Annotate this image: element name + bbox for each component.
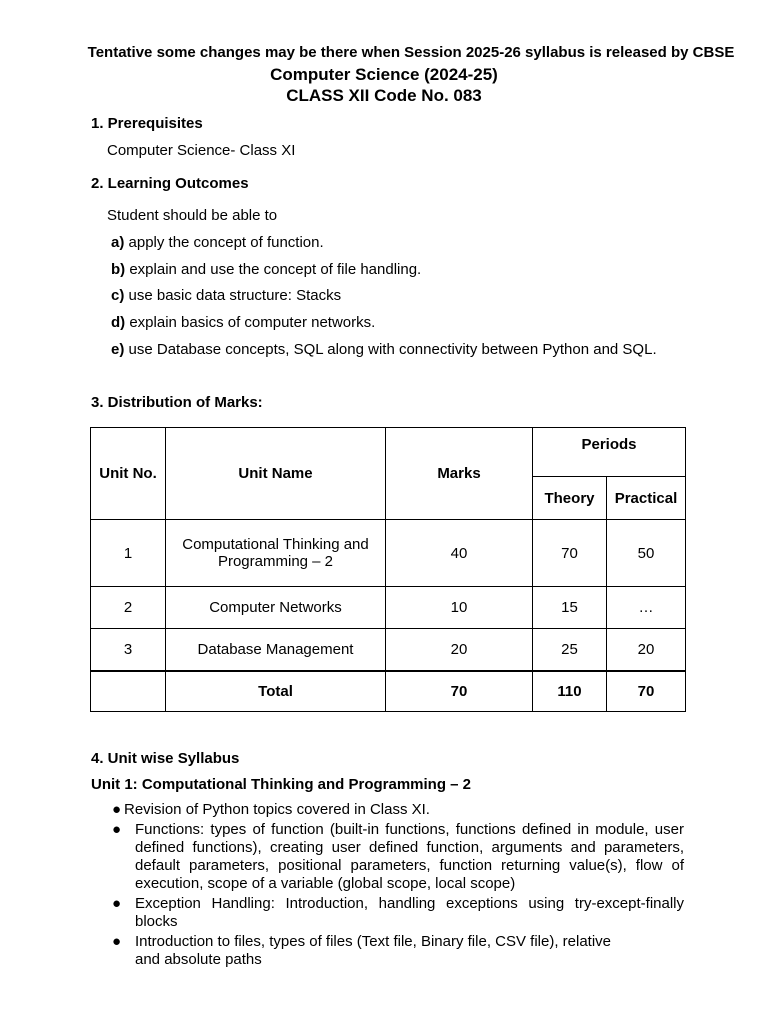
col-marks: Marks: [386, 428, 533, 520]
outcome-item: d) explain basics of computer networks.: [111, 314, 376, 331]
total-theory: 110: [533, 671, 607, 712]
table-row: [91, 520, 686, 587]
cell-unit-name: Computational Thinking and Programming – 2: [166, 520, 386, 587]
outcome-item: a) apply the concept of function.: [111, 234, 324, 251]
list-item: ● Introduction to files, types of files (Text file, Binary file, CSV file), relative and absolute paths: [112, 933, 612, 968]
total-label: Total: [166, 671, 386, 712]
cell-practical: 50: [607, 520, 686, 587]
bullet-icon: ●: [112, 933, 122, 950]
bullet-icon: ●: [112, 895, 122, 912]
cell-unit-no: 1: [91, 520, 166, 587]
bullet-icon: ●: [112, 821, 122, 838]
total-row: [91, 671, 686, 712]
list-item: ● Revision of Python topics covered in Class XI.: [112, 801, 430, 818]
cell-marks: 40: [386, 520, 533, 587]
outcome-item: e) use Database concepts, SQL along with connectivity between Python and SQL.: [111, 341, 657, 358]
cell-practical: …: [607, 587, 686, 629]
marks-table: [90, 427, 686, 712]
outcome-item: c) use basic data structure: Stacks: [111, 287, 342, 304]
col-practical: Practical: [607, 477, 686, 520]
outcome-item: b) explain and use the concept of file handling.: [111, 261, 422, 278]
total-marks: 70: [386, 671, 533, 712]
list-item: ● Functions: types of function (built-in functions, functions defined in module, user defined functions), creating user defined function, arguments and parameters, default parameters, positional parameters, function returning value(s), flow of execution, scope of a variable (global scope, local scope): [112, 821, 684, 892]
cell-marks: 20: [386, 629, 533, 671]
cell-unit-no: 3: [91, 629, 166, 671]
col-unit-no: Unit No.: [91, 428, 166, 520]
col-periods: Periods: [533, 428, 686, 477]
cell-theory: 25: [533, 629, 607, 671]
list-item: ● Exception Handling: Introduction, handling exceptions using try-except-finally blocks: [112, 895, 684, 930]
session-notice: Tentative some changes may be there when Session 2025-26 syllabus is released by CBSE: [87, 44, 735, 61]
syllabus-heading: 4. Unit wise Syllabus: [91, 750, 240, 767]
total-practical: 70: [607, 671, 686, 712]
learning-outcomes-heading: 2. Learning Outcomes: [91, 175, 249, 192]
col-theory: Theory: [533, 477, 607, 520]
prerequisites-heading: 1. Prerequisites: [91, 115, 203, 132]
cell-unit-name: Computer Networks: [166, 587, 386, 629]
bullet-icon: ●: [112, 801, 122, 818]
cell-marks: 10: [386, 587, 533, 629]
cell-empty: [91, 671, 166, 712]
cell-theory: 15: [533, 587, 607, 629]
class-code: CLASS XII Code No. 083: [286, 86, 482, 105]
cell-theory: 70: [533, 520, 607, 587]
table-row: [91, 587, 686, 629]
prerequisites-text: Computer Science- Class XI: [107, 142, 296, 159]
col-unit-name: Unit Name: [166, 428, 386, 520]
unit1-heading: Unit 1: Computational Thinking and Programming – 2: [91, 776, 472, 793]
distribution-heading: 3. Distribution of Marks:: [91, 394, 263, 411]
cell-practical: 20: [607, 629, 686, 671]
table-row: [91, 629, 686, 671]
cell-unit-name: Database Management: [166, 629, 386, 671]
cell-unit-no: 2: [91, 587, 166, 629]
unit1-topic-list: [112, 801, 684, 971]
page-title: Computer Science (2024-25): [270, 65, 498, 84]
learning-outcomes-intro: Student should be able to: [107, 207, 278, 224]
